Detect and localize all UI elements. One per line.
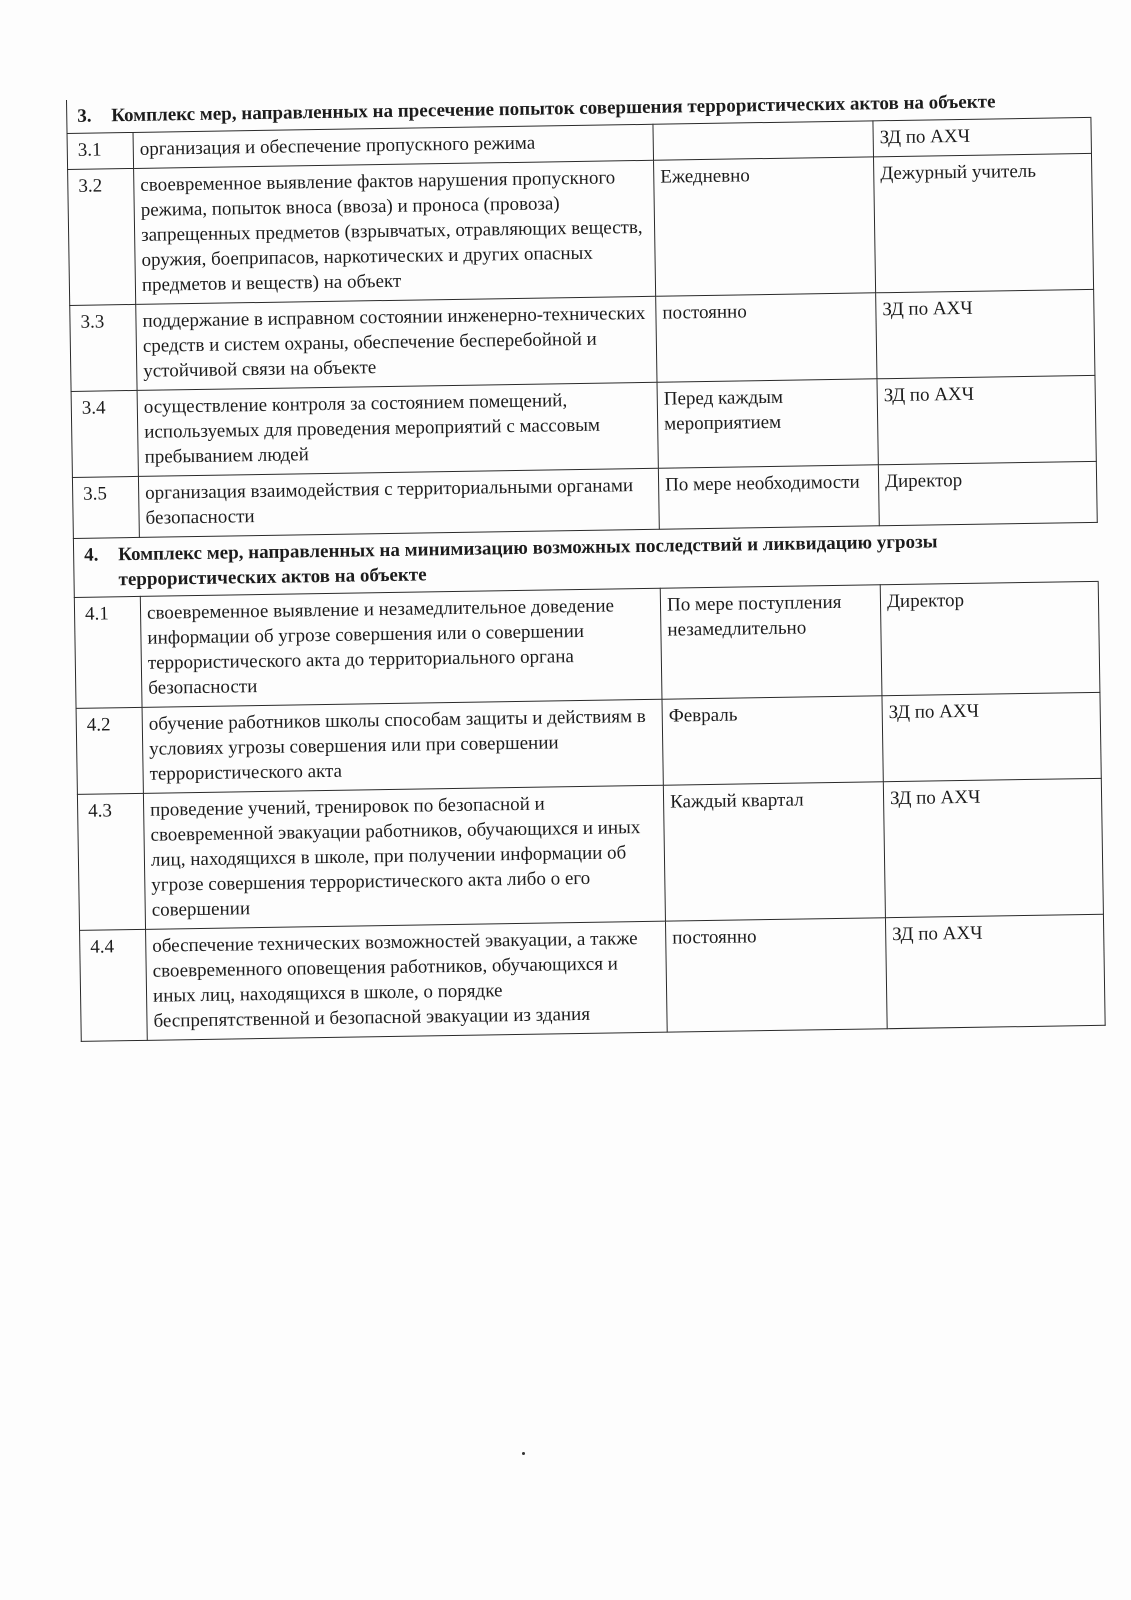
row-description: организация взаимодействия с территориальными органами безопасности <box>138 468 659 537</box>
row-responsible: ЗД по АХЧ <box>885 914 1105 1028</box>
row-term: постоянно <box>665 918 887 1032</box>
table-row <box>71 375 1096 477</box>
row-responsible: ЗД по АХЧ <box>876 289 1095 378</box>
row-responsible: ЗД по АХЧ <box>882 692 1101 781</box>
row-description: обучение работников школы способам защиты и действиям в условиях угрозы совершения или при совершении террористического акта <box>142 699 663 793</box>
row-term: Ежедневно <box>654 157 876 296</box>
row-description: осуществление контроля за состоянием помещений, используемых для проведения мероприятий с массовым пребыванием людей <box>137 382 658 476</box>
row-number: 3.1 <box>67 132 134 169</box>
row-term: По мере поступления незамедлительно <box>660 585 882 699</box>
row-responsible: ЗД по АХЧ <box>873 117 1092 156</box>
row-responsible: Директор <box>878 461 1097 525</box>
measures-table <box>66 84 1106 1042</box>
row-responsible: ЗД по АХЧ <box>877 375 1096 464</box>
scan-speck <box>522 1452 525 1455</box>
row-description: проведение учений, тренировок по безопасной и своевременной эвакуации работников, обучающихся и иных лиц, находящихся в школе, при получении информации об угрозе совершения террористического акта либо о его совершении <box>143 785 665 929</box>
row-responsible: ЗД по АХЧ <box>883 778 1103 917</box>
section-number: 3. <box>77 105 92 127</box>
row-number: 4.1 <box>74 596 142 708</box>
table-row <box>80 914 1106 1041</box>
row-number: 4.2 <box>76 707 143 794</box>
table-row <box>68 153 1094 305</box>
row-number: 4.4 <box>80 929 148 1041</box>
section-title: Комплекс мер, направленных на минимизацию возможных последствий и ликвидацию угрозы террористических актов на объекте <box>117 531 938 591</box>
table-row <box>70 289 1095 391</box>
section-number: 4. <box>83 544 99 566</box>
table-row <box>74 581 1100 708</box>
row-term: постоянно <box>656 293 877 382</box>
row-term: Перед каждым мероприятием <box>657 379 878 468</box>
row-description: организация и обеспечение пропускного режима <box>133 124 654 168</box>
table-row <box>76 692 1101 794</box>
row-description: обеспечение технических возможностей эвакуации, а также своевременного оповещения работников, обучающихся и иных лиц, находящихся в школе, о порядке беспрепятственной и безопасной эвакуации из здания <box>146 921 668 1040</box>
measures-table-container <box>66 84 1105 1042</box>
row-description: своевременное выявление и незамедлительное доведение информации об угрозе совершения или о совершении террористического акта до территориального органа безопасности <box>140 588 662 707</box>
row-term <box>653 121 874 160</box>
row-responsible: Дежурный учитель <box>873 153 1093 292</box>
section-title: Комплекс мер, направленных на пресечение попыток совершения террористических актов на объекте <box>111 91 996 127</box>
row-number: 3.4 <box>71 390 138 477</box>
row-number: 4.3 <box>77 793 145 930</box>
row-term: Каждый квартал <box>663 782 885 921</box>
row-number: 3.2 <box>68 168 136 305</box>
row-number: 3.5 <box>72 476 139 538</box>
row-number: 3.3 <box>70 304 137 391</box>
row-description: поддержание в исправном состоянии инженерно-технических средств и систем охраны, обеспечение бесперебойной и устойчивой связи на объекте <box>136 296 657 390</box>
row-responsible: Директор <box>880 581 1100 695</box>
row-term: По мере необходимости <box>658 465 879 529</box>
row-term: Февраль <box>662 696 883 785</box>
table-row <box>77 778 1103 930</box>
row-description: своевременное выявление фактов нарушения пропускного режима, попыток вноса (ввоза) и проноса (провоза) запрещенных предметов (взрывчатых, отравляющих веществ, оружия, боеприпасов, наркотических и других опасных предметов и веществ) на объект <box>134 160 656 304</box>
